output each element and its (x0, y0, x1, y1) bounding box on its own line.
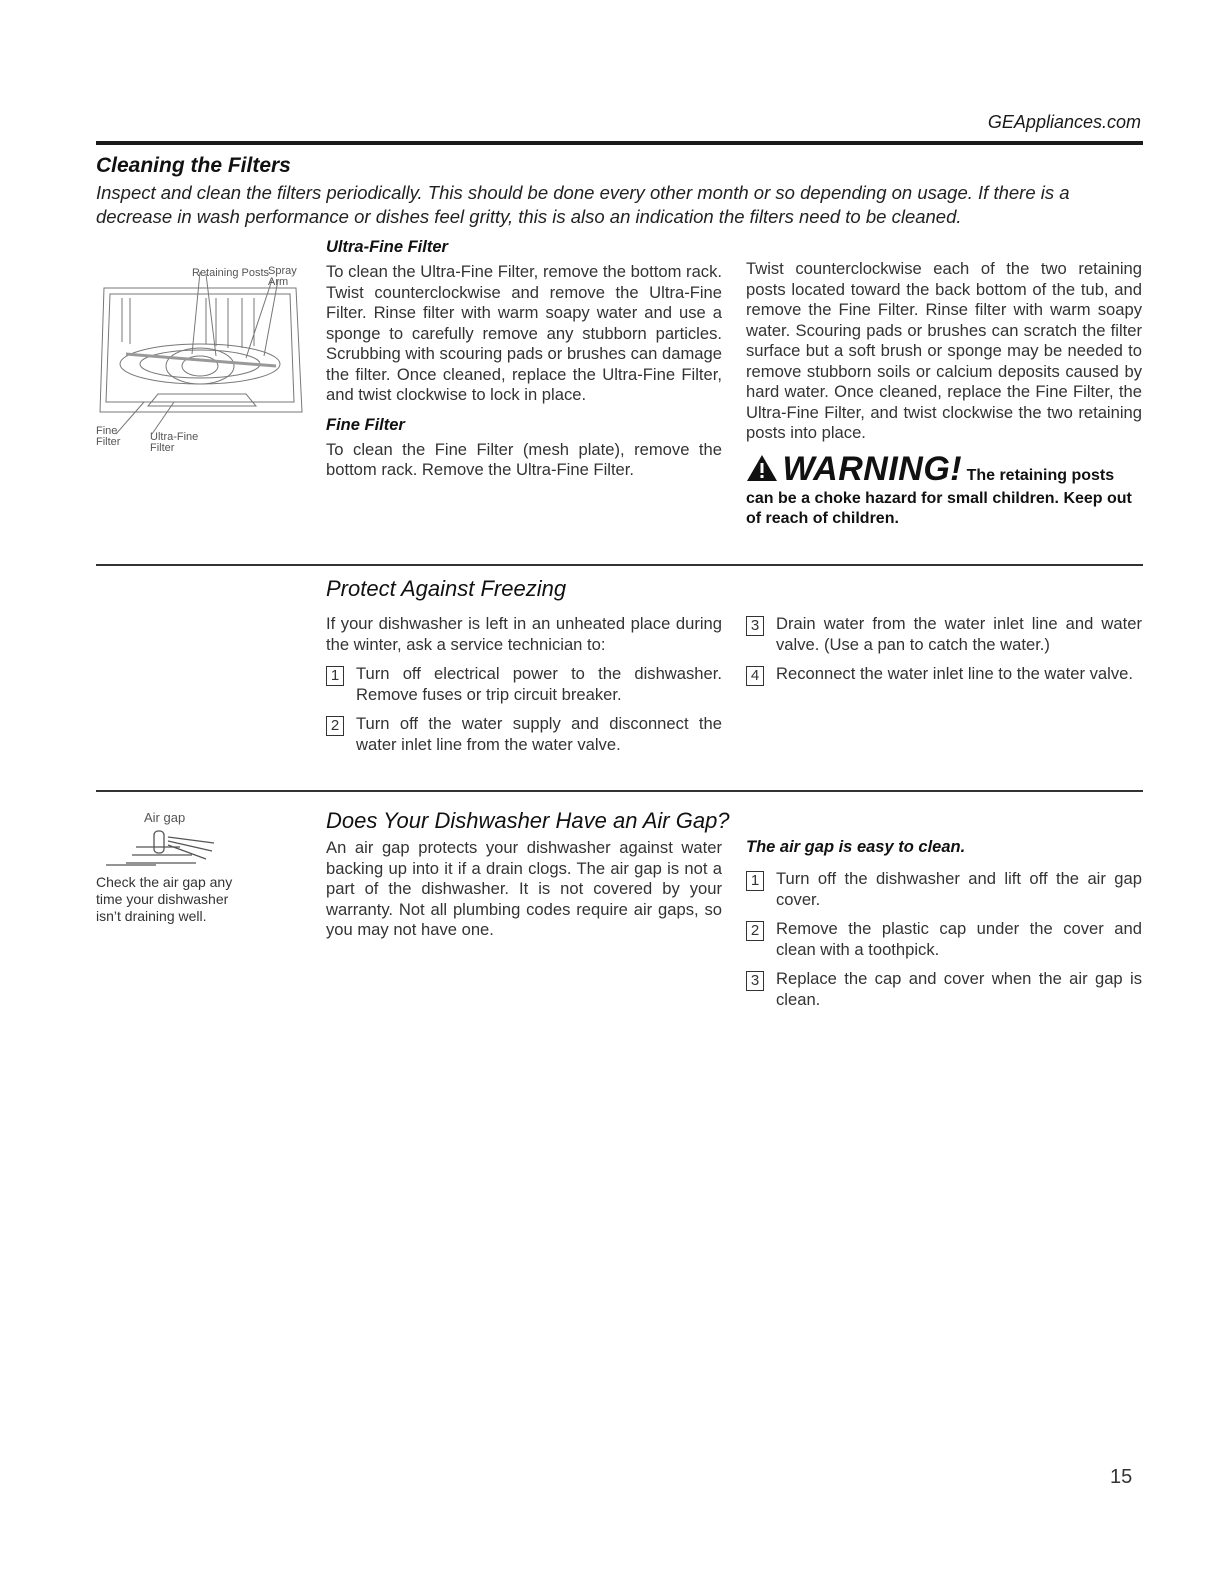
filters-middle-column (326, 238, 722, 481)
freezing-step-2 (326, 714, 722, 755)
label-fine-filter: Fine Filter (96, 425, 121, 448)
warning-triangle-icon (746, 454, 778, 482)
divider-2 (96, 790, 1143, 792)
label-ultra-fine-filter: Ultra-Fine Filter (150, 431, 199, 454)
warning-title: WARNING! (782, 449, 963, 488)
air-gap-icon (96, 825, 226, 869)
airgap-step-3 (746, 969, 1142, 1010)
section-title-cleaning: Cleaning the Filters (96, 154, 291, 177)
label-retaining-posts: Retaining Posts (192, 267, 270, 279)
filters-right-column (746, 259, 1142, 529)
ultra-fine-text: To clean the Ultra-Fine Filter, remove the bottom rack. Twist counterclockwise and remove the Ultra-Fine Filter. Rinse filter with warm soapy water and use a sponge to carefully remove any stubborn particles. Scrubbing with scouring pads or brushes can damage the filter. Once cleaned, replace the Ultra-Fine Filter, and twist clockwise to lock in place. (326, 262, 722, 404)
ultra-fine-heading: Ultra-Fine Filter (326, 238, 448, 256)
step-text: Turn off electrical power to the dishwasher. Remove fuses or trip circuit breaker. (356, 664, 722, 704)
step-number-box: 1 (326, 666, 344, 686)
freezing-step-3 (746, 614, 1142, 655)
step-number-box: 3 (746, 971, 764, 991)
page-number: 15 (1110, 1466, 1133, 1488)
freezing-intro: If your dishwasher is left in an unheated place during the winter, ask a service technician to: (326, 614, 722, 654)
freezing-right-column (746, 614, 1142, 695)
airgap-step-1 (746, 869, 1142, 910)
fine-filter-text: To clean the Fine Filter (mesh plate), remove the bottom rack. Remove the Ultra-Fine Filter. (326, 439, 722, 479)
label-spray-arm: Spray Arm (268, 265, 297, 288)
step-text: Remove the plastic cap under the cover and clean with a toothpick. (776, 919, 1142, 959)
freezing-step-4 (746, 664, 1142, 686)
label-air-gap: Air gap (144, 810, 186, 825)
step-number-box: 2 (326, 716, 344, 736)
fine-filter-heading: Fine Filter (326, 415, 405, 434)
step-text: Turn off the water supply and disconnect the water inlet line from the water valve. (356, 714, 722, 754)
freezing-left-column (326, 614, 722, 764)
airgap-side-note: Check the air gap any time your dishwasher isn’t draining well. (96, 874, 233, 924)
airgap-step-2 (746, 919, 1142, 960)
airgap-intro: An air gap protects your dishwasher against water backing up into it if a drain clogs. The air gap is not a part of the dishwasher. It is not covered by your warranty. Not all plumbing codes require air gaps, so you may not have one. (326, 838, 722, 939)
header-rule (96, 141, 1143, 145)
step-number-box: 4 (746, 666, 764, 686)
step-text: Drain water from the water inlet line and water valve. (Use a pan to catch the water.) (776, 614, 1142, 654)
step-number-box: 1 (746, 871, 764, 891)
section-title-airgap: Does Your Dishwasher Have an Air Gap? (326, 808, 730, 833)
step-text: Reconnect the water inlet line to the water valve. (776, 664, 1133, 683)
section-title-freezing: Protect Against Freezing (326, 576, 567, 601)
airgap-clean-heading: The air gap is easy to clean. (746, 838, 966, 856)
step-text: Replace the cap and cover when the air gap is clean. (776, 969, 1142, 1009)
step-text: Turn off the dishwasher and lift off the air gap cover. (776, 869, 1142, 909)
divider-1 (96, 564, 1143, 566)
step-number-box: 2 (746, 921, 764, 941)
warning-line (746, 450, 1142, 489)
warning-body: can be a choke hazard for small children. Keep out of reach of children. (746, 489, 1132, 527)
freezing-step-1 (326, 664, 722, 705)
filter-figure (96, 262, 308, 462)
warning-lead: The retaining posts (966, 466, 1115, 484)
step-number-box: 3 (746, 616, 764, 636)
cleaning-intro: Inspect and clean the filters periodically. This should be done every other month or so depending on usage. If there is a decrease in wash performance or dishes feel gritty, this is also an indication the filters need to be cleaned. (96, 182, 1070, 227)
site-url: GEAppliances.com (987, 112, 1141, 132)
retaining-posts-text: Twist counterclockwise each of the two retaining posts located toward the back bottom of the tub, and remove the Fine Filter. Rinse filter with warm soapy water. Scouring pads or brushes can scratch the filter surface but a soft brush or sponge may be needed to remove stubborn soils or calcium deposits caused by hard water. Once cleaned, replace the Fine Filter, the Ultra-Fine Filter, and twist clockwise the two retaining posts into place. (746, 259, 1142, 442)
airgap-right-column (746, 838, 1142, 1019)
airgap-figure (96, 812, 256, 925)
